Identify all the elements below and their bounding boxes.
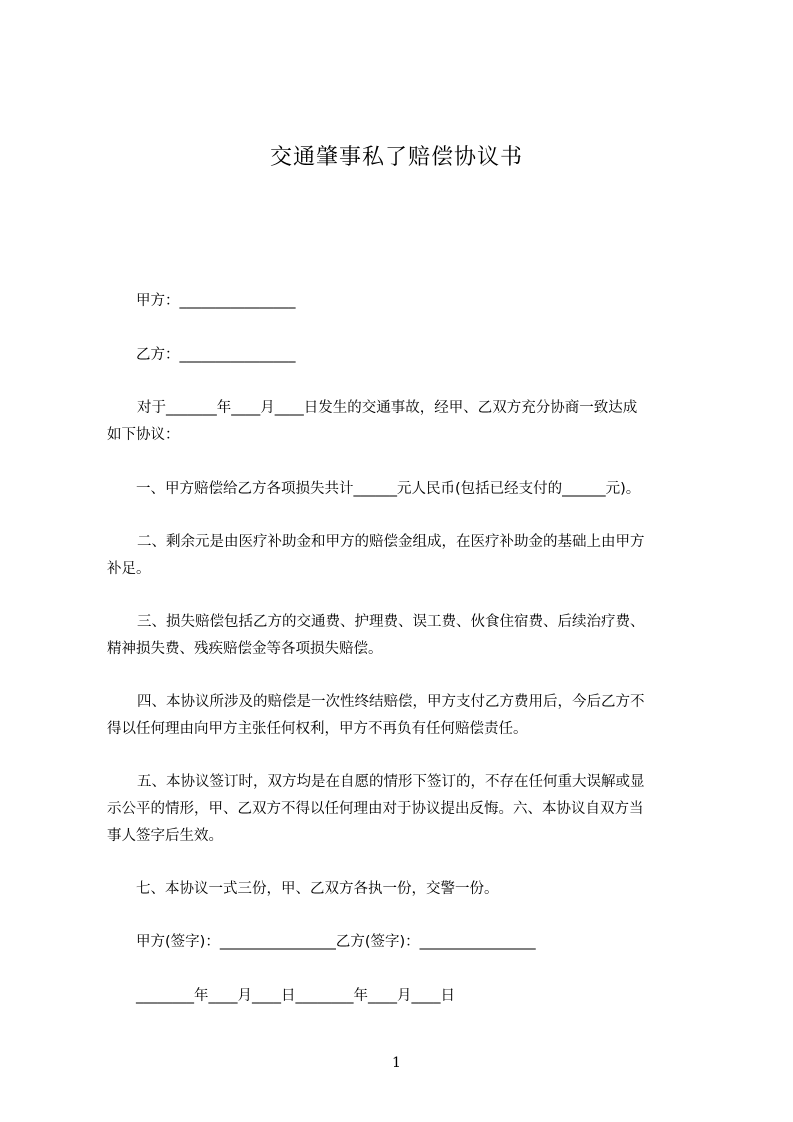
- party-a-line: 甲方：________________: [136, 293, 296, 309]
- clause-3-line-1: 三、损失赔偿包括乙方的交通费、护理费、误工费、伙食住宿费、后续治疗费、: [137, 614, 645, 630]
- clause-4-line-1: 四、本协议所涉及的赔偿是一次性终结赔偿，甲方支付乙方费用后，今后乙方不: [137, 694, 645, 710]
- page-number: 1: [392, 1055, 401, 1071]
- date-line: ________年____月____日________年____月____日: [136, 988, 455, 1004]
- clause-2-line-2: 补足。: [107, 561, 151, 577]
- clause-7-line-1: 七、本协议一式三份，甲、乙双方各执一份，交警一份。: [136, 881, 499, 897]
- party-b-line: 乙方：________________: [136, 347, 296, 363]
- clause-2-line-1: 二、剩余元是由医疗补助金和甲方的赔偿金组成，在医疗补助金的基础上由甲方: [137, 534, 645, 550]
- document-title: 交通肇事私了赔偿协议书: [269, 145, 523, 170]
- clause-3-line-2: 精神损失费、残疾赔偿金等各项损失赔偿。: [107, 641, 383, 657]
- signature-line: 甲方(签字)：________________乙方(签字)：________________: [136, 934, 536, 950]
- intro-line-1: 对于_______年____月____日发生的交通事故，经甲、乙双方充分协商一致达成: [137, 400, 638, 416]
- clause-4-line-2: 得以任何理由向甲方主张任何权利，甲方不再负有任何赔偿责任。: [107, 721, 528, 737]
- clause-5-line-3: 事人签字后生效。: [107, 828, 223, 844]
- intro-line-2: 如下协议：: [107, 427, 180, 443]
- clause-5-line-2: 示公平的情形，甲、乙双方不得以任何理由对于协议提出反悔。六、本协议自双方当: [107, 801, 644, 817]
- clause-5-line-1: 五、本协议签订时，双方均是在自愿的情形下签订的，不存在任何重大误解或显: [137, 774, 645, 790]
- clause-1-line-1: 一、甲方赔偿给乙方各项损失共计______元人民币(包括已经支付的______元)。: [136, 481, 641, 497]
